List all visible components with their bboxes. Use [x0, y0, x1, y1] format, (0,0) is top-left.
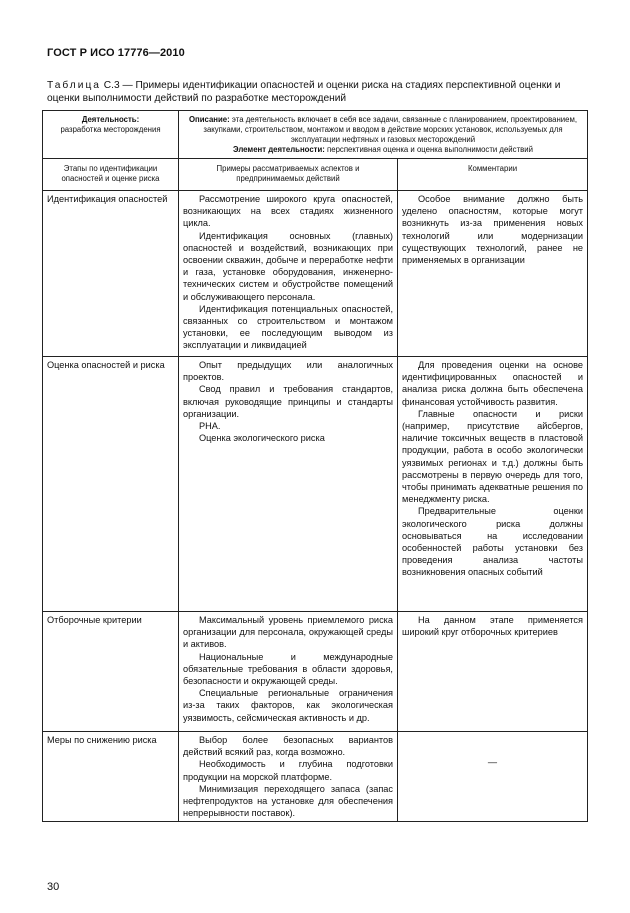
comments-cell: [398, 357, 588, 612]
aspect-paragraph: Минимизация переходящего запаса (запас нефтепродуктов на установке для обеспечения непрерывности поставок).: [183, 783, 393, 819]
comment-paragraph: Предварительные оценки экологического риска должны основываться на исследовании особенностей работы установки без проведения анализа частоты возникновения опасных событий: [402, 506, 583, 578]
table-row: [43, 191, 588, 357]
aspects-cell: [179, 732, 398, 822]
comments-cell: [398, 612, 588, 732]
aspect-paragraph: Рассмотрение широкого круга опасностей, возникающих на всех стадиях жизненного цикла.: [183, 194, 393, 229]
table-row: [43, 612, 588, 732]
stage-text: Оценка опасностей и риска: [47, 360, 165, 370]
activity-cell: [43, 111, 179, 159]
table-caption-text: С.3 — Примеры идентификации опасностей и оценки риска на стадиях перспективной оценки и оценки выполнимости действий по разработке месторождений: [47, 80, 561, 104]
stage-text: Идентификация опасностей: [47, 194, 168, 204]
activity-label: Деятельность:: [81, 115, 140, 124]
aspect-paragraph: Максимальный уровень приемлемого риска организации для персонала, окружающей среды и активов.: [183, 615, 393, 650]
document-title: ГОСТ Р ИСО 17776—2010: [47, 47, 185, 59]
aspect-paragraph: Необходимость и глубина подготовки продукции на морской платформе.: [183, 759, 393, 782]
column-header-comments: Комментарии: [398, 159, 588, 191]
column-header-row: [43, 159, 588, 191]
activity-value: разработка месторождения: [60, 125, 161, 134]
description-label: Описание:: [188, 115, 230, 124]
comment-paragraph: Особое внимание должно быть уделено опасностям, которые могут возникнуть из-за применения новых технологий или модернизации существующих технологий, ранее не применяемых в организации: [402, 194, 583, 266]
stage-text: Отборочные критерии: [47, 615, 142, 625]
aspect-paragraph: Идентификация основных (главных) опасностей и воздействий, возникающих при освоении скважин, добыче и переработке нефти и газа, установке оборудования, инженерно-технических систем и обустройстве помещений и обслуживающего персонала.: [183, 230, 393, 302]
aspect-paragraph: Национальные и международные обязательные требования в области здоровья, безопасности и окружающей среды.: [183, 651, 393, 687]
table-row: [43, 732, 588, 822]
page-number: 30: [47, 881, 60, 893]
stage-cell: [43, 612, 179, 732]
aspects-cell: [179, 191, 398, 357]
table-caption: [47, 79, 592, 105]
aspect-paragraph: Специальные региональные ограничения из-за таких факторов, как экологическая уязвимость, сейсмическая активность и др.: [183, 688, 393, 723]
hazard-table: [42, 110, 588, 822]
aspect-paragraph: Оценка экологического риска: [199, 433, 325, 444]
aspect-paragraph: PHA.: [199, 421, 221, 432]
stage-cell: [43, 191, 179, 357]
element-text: перспективная оценка и оценка выполнимости действий: [324, 145, 533, 154]
activity-row: [43, 111, 588, 159]
column-header-stage: Этапы по идентификации опасностей и оценке риска: [43, 159, 179, 191]
aspect-paragraph: Опыт предыдущих или аналогичных проектов.: [183, 360, 393, 383]
comment-paragraph: Главные опасности и риски (например, присутствие айсбергов, наличие токсичных веществ в пластовой продукции, работа в особо экологически уязвимых регионах и т.д.) должны быть рассмотрены в первую очередь для того, чтобы принимать адекватные решения по менеджменту риска.: [402, 408, 583, 505]
aspect-paragraph: Идентификация потенциальных опасностей, связанных со строительством и монтажом установки, ее последующим выводом из эксплуатации и ликвидацией: [183, 303, 393, 351]
stage-cell: [43, 732, 179, 822]
description-cell: [179, 111, 588, 159]
comments-cell: [398, 732, 588, 822]
comments-cell: [398, 191, 588, 357]
comment-paragraph: На данном этапе применяется широкий круг отборочных критериев: [402, 615, 583, 638]
table-row: [43, 357, 588, 612]
aspects-cell: [179, 357, 398, 612]
aspects-cell: [179, 612, 398, 732]
table-caption-label: Таблица: [47, 80, 101, 91]
stage-cell: [43, 357, 179, 612]
aspect-paragraph: Выбор более безопасных вариантов действий всякий раз, когда возможно.: [183, 735, 393, 758]
empty-comment-dash: —: [487, 757, 498, 767]
element-label: Элемент деятельности:: [232, 145, 325, 154]
comment-paragraph: Для проведения оценки на основе идентифицированных опасностей и анализа риска должна быть обеспечена финансовая устойчивость развития.: [402, 360, 583, 407]
aspect-paragraph: Свод правил и требования стандартов, включая руководящие принципы и стандарты организации.: [183, 384, 393, 419]
description-text: эта деятельность включает в себя все задачи, связанные с планированием, проектированием, закупками, строительством, монтажом и вводом в действие морских установок, используемых для эксплуатации нефтяных и газовых месторождений: [203, 115, 578, 144]
column-header-aspects: Примеры рассматриваемых аспектов и предпринимаемых действий: [179, 159, 398, 191]
stage-text: Меры по снижению риска: [47, 735, 157, 745]
